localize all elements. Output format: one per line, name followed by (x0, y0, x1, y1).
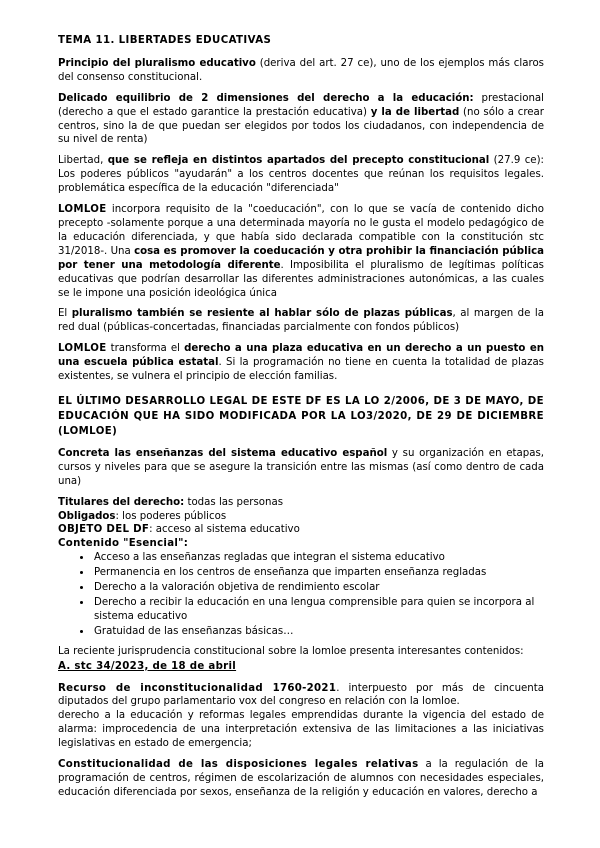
section-heading: EL ÚLTIMO DESARROLLO LEGAL DE ESTE DF ES LA LO 2/2006, DE 3 DE MAYO, DE EDUCACIÓN QUE HA SIDO MODIFICADA POR LA LO3/2020, DE 29 DE DICIEMBRE (LOMLOE) (58, 395, 544, 437)
list-item: • Gratuidad de las enseñanzas básicas… (92, 625, 544, 639)
page-title: TEMA 11. LIBERTADES EDUCATIVAS (58, 35, 272, 46)
paragraph-recurso (58, 682, 544, 710)
paragraph-pluralismo (58, 57, 544, 85)
bold-text: que se refleja en distintos apartados del precepto constitucional (107, 155, 490, 167)
bold-text: y la de libertad (370, 106, 460, 118)
text: . interpuesto por más de cincuenta diputados del grupo parlamentario vox del congreso en relación con la lomloe. (58, 682, 544, 708)
contenido-list (58, 551, 544, 638)
list-item: • Derecho a recibir la educación en una lengua comprensible para quien se incorpora al sistema educativo (92, 596, 544, 624)
text: incorpora requisito de la "coeducación", con lo que se vacía de contenido dicho precepto -solamente porque a una determinada mayoría no le gusta el modelo pedagógico de la educación diferenciada, y que había sido declarada compatible con la constitución stc 31/2018-. Una (58, 204, 544, 257)
bold-text: Delicado equilibrio de 2 dimensiones del derecho a la educación: (58, 92, 474, 104)
bold-text: Concreta las enseñanzas del sistema educativo español (58, 447, 388, 459)
titulares-line (58, 496, 544, 510)
paragraph-lomloe-plaza (58, 342, 544, 384)
text: El (58, 308, 72, 320)
text: (deriva del art. 27 ce), uno de los ejemplos más claros del consenso constitucional. (58, 57, 544, 83)
text: . Si la programación no tiene en cuenta la totalidad de plazas existentes, se vulnera el principio de elección familias. (58, 357, 544, 383)
paragraph-concreta (58, 447, 544, 489)
text: . Imposibilita el pluralismo de legítimas políticas educativas que podrían desarrollar las diferentes administraciones autonómicas, a las cuales se le impone una posición ideológica única (58, 259, 544, 299)
text: transforma el (106, 343, 185, 355)
bold-text: LOMLOE (58, 204, 107, 216)
paragraph-libertad (58, 154, 544, 196)
list-item: • Derecho a la valoración objetiva de rendimiento escolar (92, 581, 544, 595)
bold-text: cosa es promover la coeducación y otra prohibir la financiación pública por tener una metodología diferente (58, 245, 544, 271)
text: , al margen de la red dual (públicas-concertadas, financiadas parcialmente con fondos públicos) (58, 308, 544, 334)
paragraph-jurisprudencia: La reciente jurisprudencia constitucional sobre la lomloe presenta interesantes contenidos: (58, 645, 524, 657)
bold-text: OBJETO DEL DF (58, 524, 150, 536)
text: todas las personas (184, 496, 284, 508)
list-item: • Permanencia en los centros de enseñanza que imparten enseñanza regladas (92, 566, 544, 580)
bold-text: Recurso de inconstitucionalidad 1760-2021 (58, 682, 337, 694)
bold-text: Titulares del derecho: (58, 496, 185, 508)
df-summary (58, 496, 544, 552)
paragraph-constitucionalidad (58, 758, 544, 800)
text: Libertad, (58, 155, 108, 167)
paragraph-plazas-publicas (58, 307, 544, 335)
bold-text: Constitucionalidad de las disposiciones legales relativas (58, 759, 419, 771)
paragraph-lomloe-coeducacion (58, 203, 544, 300)
text: y su organización en etapas, cursos y niveles para que se asegure la transición entre las mismas (así como dentro de cada una) (58, 447, 545, 487)
text: a la regulación de la programación de centros, régimen de escolarización de alumnos con necesidades especiales, educación diferenciada por sexos, enseñanza de la religión y educación en valores, derecho a (58, 759, 544, 798)
bold-text: LOMLOE (58, 343, 107, 355)
text: prestacional (derecho a que el estado garantice la prestación educativa) (58, 92, 544, 118)
bold-text: pluralismo también se resiente al hablar sólo de plazas públicas (71, 308, 453, 320)
stc-title: A. stc 34/2023, de 18 de abril (58, 660, 237, 672)
paragraph-equilibrio (58, 92, 544, 148)
text: : los poderes públicos (115, 510, 227, 522)
document-page (58, 34, 544, 807)
bold-text: derecho a una plaza educativa en un derecho a un puesto en una escuela pública estatal (58, 343, 544, 369)
text: : acceso al sistema educativo (149, 524, 300, 536)
bold-text: Contenido "Esencial": (58, 538, 189, 550)
bold-text: Obligados (58, 510, 116, 522)
text: (no sólo a crear centros, sino la de que puedan ser elegidos por todos los ciudadanos, con independencia de su nivel de renta) (58, 106, 544, 146)
contenido-line (58, 537, 544, 551)
paragraph-estado-alarma: derecho a la educación y reformas legales emprendidas durante la vigencia del estado de alarma: improcedencia de una interpretación extensiva de las limitaciones a las iniciativas legislativas en estado de emergencia; (58, 710, 544, 750)
bold-text: Principio del pluralismo educativo (58, 57, 256, 69)
objeto-line (58, 523, 544, 537)
list-item: • Acceso a las enseñanzas regladas que integran el sistema educativo (92, 551, 544, 565)
stc-heading (58, 660, 544, 674)
text: (27.9 ce): Los poderes públicos "ayudarán" a los centros docentes que reúnan los requisitos legales. problemática específica de la educación "diferenciada" (58, 155, 544, 195)
obligados-line (58, 510, 544, 524)
